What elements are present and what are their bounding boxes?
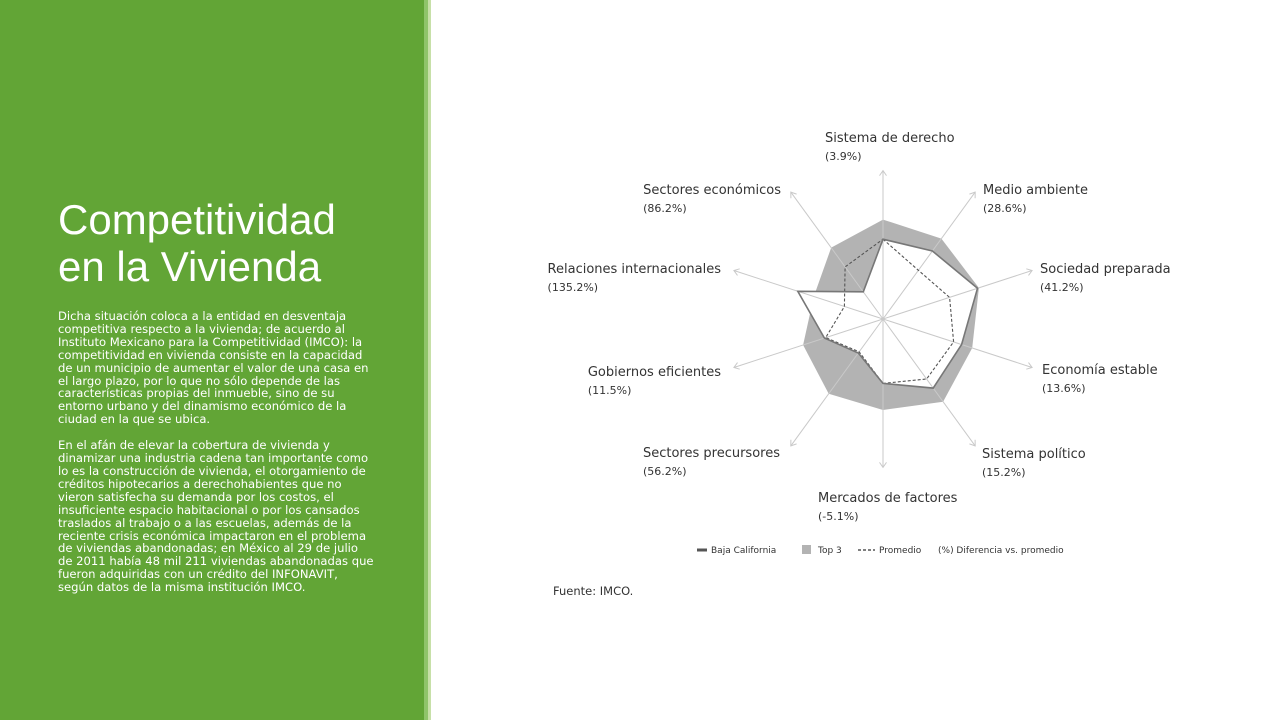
- accent-stripe-light: [428, 0, 431, 720]
- category-label: Sectores económicos: [643, 183, 781, 198]
- category-label: Sistema de derecho: [825, 131, 955, 146]
- slide-title: [58, 196, 418, 290]
- category-label: Sectores precursores: [642, 446, 780, 461]
- title-line-1: Competitividad: [58, 196, 336, 243]
- category-percent: (15.2%): [982, 466, 1026, 479]
- legend-diferencia-label: (%) Diferencia vs. promedio: [938, 546, 1064, 556]
- category-percent: (3.9%): [825, 150, 862, 163]
- legend-top3-swatch: [802, 545, 811, 554]
- category-percent: (56.2%): [642, 465, 687, 478]
- legend-baja-california-label: Baja California: [711, 546, 777, 556]
- category-percent: (86.2%): [643, 202, 687, 215]
- legend-promedio-label: Promedio: [879, 546, 922, 556]
- source-note: Fuente: IMCO.: [553, 584, 634, 598]
- category-percent: (28.6%): [983, 202, 1027, 215]
- body-paragraph-2: En el afán de elevar la cobertura de vivienda y dinamizar una industria cadena tan importante como lo es la construcción de vivienda, el otorgamiento de créditos hipotecarios a derechohabientes que no vieron satisfecha su demanda por los costos, el insuficiente espacio habitacional o por los cansados traslados al trabajo o a las escuelas, además de la reciente crisis económica impactaron en el problema de viviendas abandonadas; en México al 29 de julio de 2011 había 48 mil 211 viviendas abandonadas que fueron adquiridas con un crédito del INFONAVIT, según datos de la misma institución IMCO.: [58, 438, 374, 595]
- body-paragraph-1: Dicha situación coloca a la entidad en desventaja competitiva respecto a la vivienda; de acuerdo al Instituto Mexicano para la Competitividad (IMCO): la competitividad en vivienda consiste en la capacidad de un municipio de aumentar el valor de una casa en el largo plazo, por lo que no sólo depende de las características propias del inmueble, sino de su entorno urbano y del dinamismo económico de la ciudad en la que se ubica.: [58, 309, 369, 427]
- category-label: Mercados de factores: [818, 491, 958, 506]
- category-label: Medio ambiente: [983, 183, 1088, 198]
- category-percent: (13.6%): [1042, 382, 1086, 395]
- category-label: Economía estable: [1042, 363, 1158, 378]
- category-percent: (-5.1%): [818, 510, 859, 523]
- category-label: Relaciones internacionales: [547, 262, 721, 277]
- category-label: Sociedad preparada: [1040, 262, 1171, 277]
- category-percent: (41.2%): [1040, 281, 1084, 294]
- category-percent: (11.5%): [587, 384, 632, 397]
- title-line-2: en la Vivienda: [58, 243, 322, 290]
- category-percent: (135.2%): [547, 281, 599, 294]
- legend-top3-label: Top 3: [818, 546, 842, 556]
- category-label: Gobiernos eficientes: [587, 365, 721, 380]
- category-label: Sistema político: [982, 447, 1086, 462]
- body-text: [58, 310, 376, 607]
- radar-chart: [540, 110, 1171, 610]
